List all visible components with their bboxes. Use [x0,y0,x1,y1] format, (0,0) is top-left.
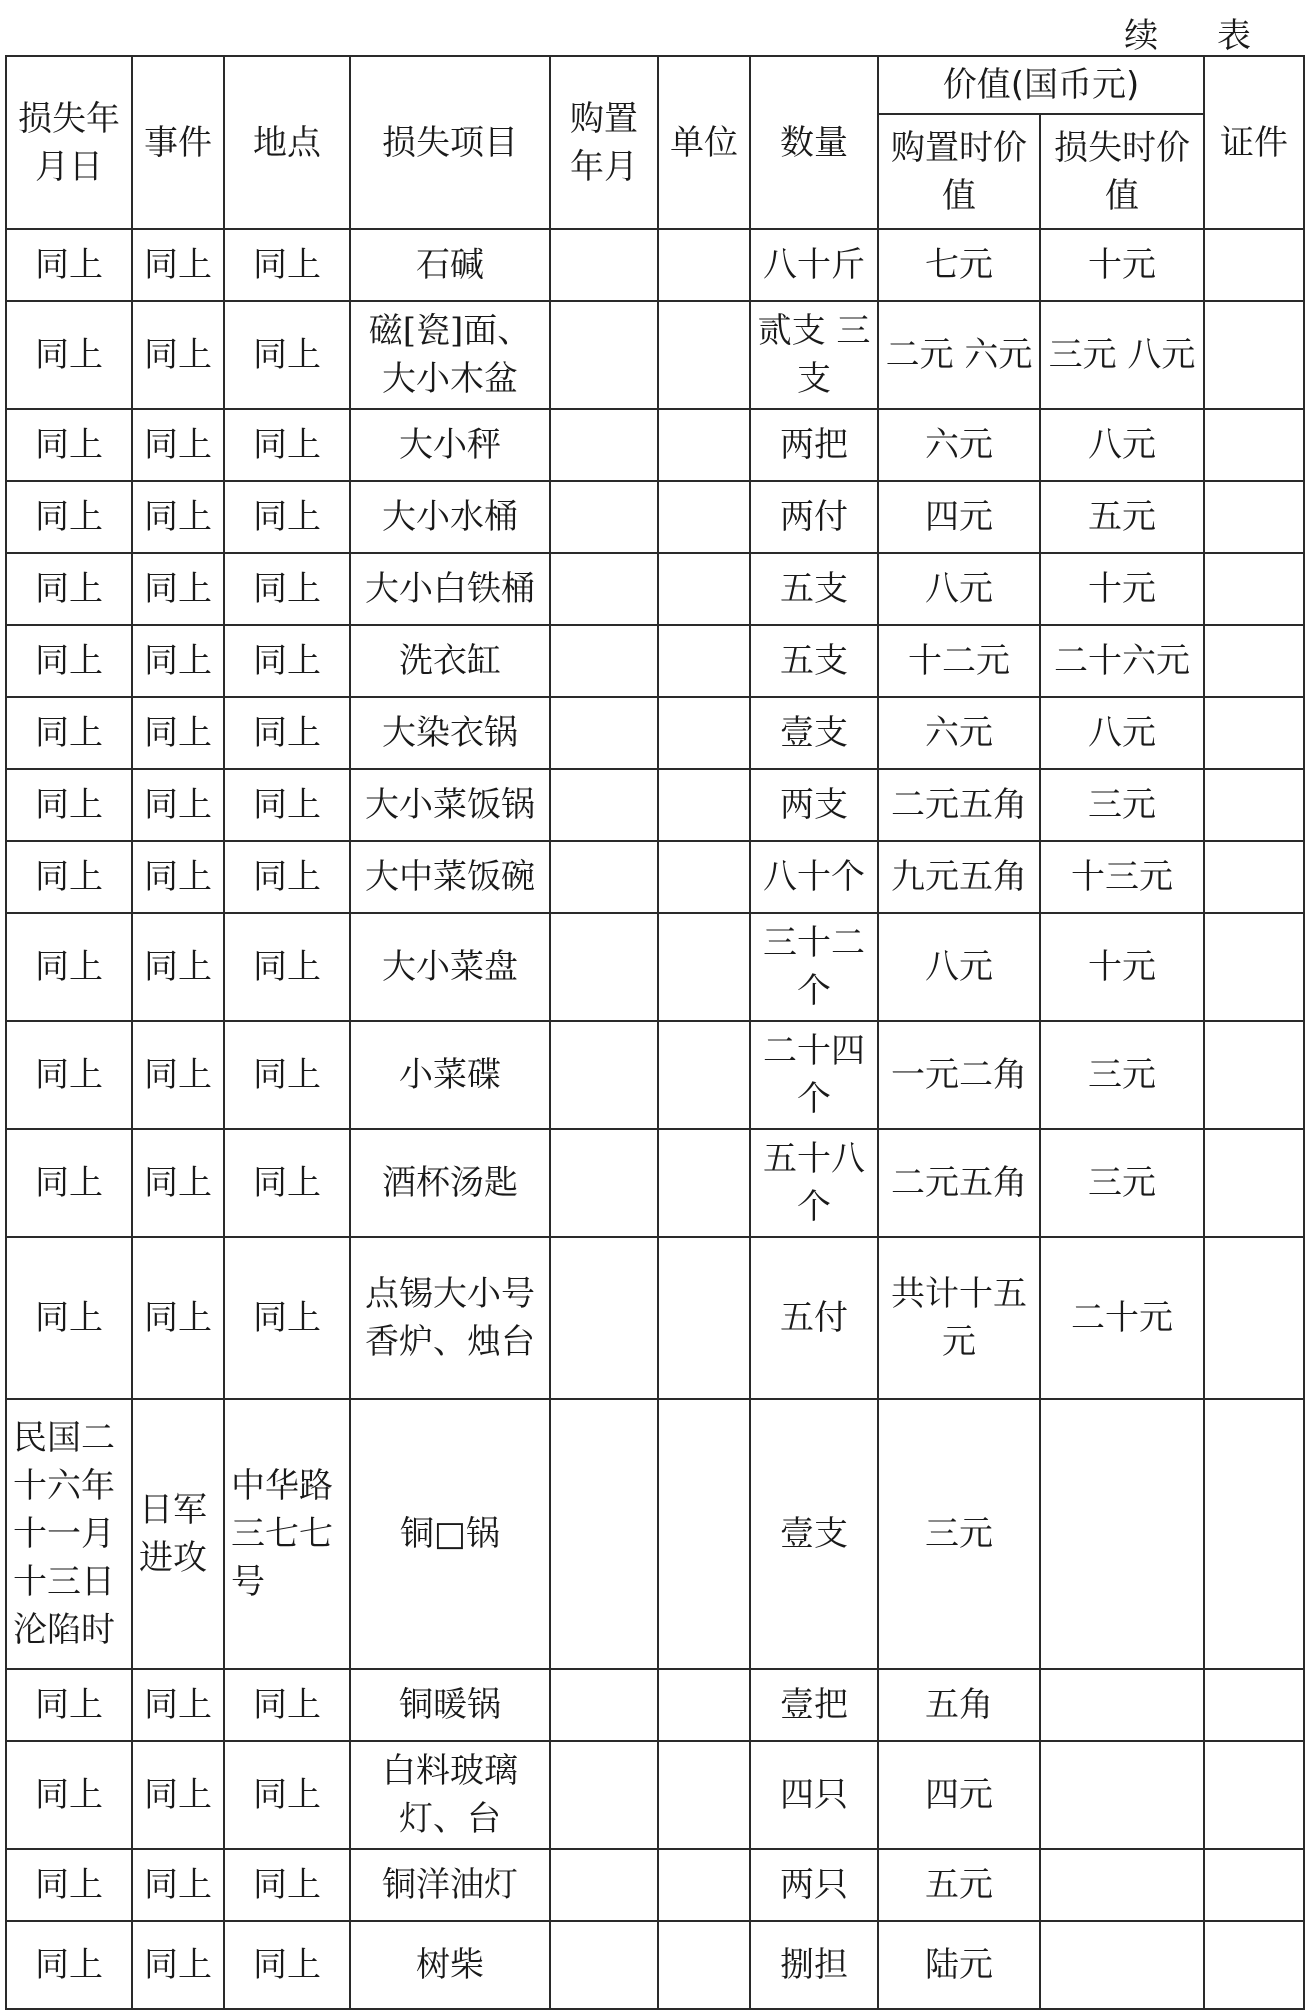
cell-unit [658,1669,750,1741]
table-row [6,769,1304,841]
cell-value-loss: 三元 八元 [1040,301,1204,409]
cell-date: 同上 [6,1237,132,1399]
cell-unit [658,625,750,697]
table-row [6,1129,1304,1237]
cell-place: 同上 [224,913,350,1021]
cell-place: 同上 [224,409,350,481]
cell-date: 同上 [6,1129,132,1237]
cell-item: 大小菜饭锅 [350,769,550,841]
cell-date: 同上 [6,697,132,769]
cell-quantity: 壹把 [750,1669,878,1741]
cell-proof [1204,553,1304,625]
cell-value-purchase: 八元 [878,913,1040,1021]
cell-value-purchase: 七元 [878,229,1040,301]
cell-unit [658,913,750,1021]
cell-place: 同上 [224,553,350,625]
cell-purchase-date [550,1741,658,1849]
cell-unit [658,769,750,841]
cell-quantity: 贰支 三支 [750,301,878,409]
table-row [6,1741,1304,1849]
cell-date: 同上 [6,625,132,697]
cell-purchase-date [550,1237,658,1399]
cell-unit [658,553,750,625]
cell-purchase-date [550,481,658,553]
cell-item: 铜洋油灯 [350,1849,550,1921]
cell-event: 同上 [132,913,224,1021]
cell-unit [658,1021,750,1129]
header-purchase-date: 购置年月 [550,56,658,229]
cell-unit [658,1921,750,2009]
cell-proof [1204,841,1304,913]
cell-proof [1204,409,1304,481]
table-row [6,625,1304,697]
cell-item: 洗衣缸 [350,625,550,697]
cell-quantity: 壹支 [750,697,878,769]
cell-event: 同上 [132,1669,224,1741]
table-row [6,1849,1304,1921]
cell-place: 中华路三七七号 [224,1399,350,1669]
cell-date: 同上 [6,769,132,841]
cell-item: 石碱 [350,229,550,301]
cell-event: 同上 [132,1849,224,1921]
cell-value-purchase: 八元 [878,553,1040,625]
cell-item: 磁[瓷]面、大小木盆 [350,301,550,409]
cell-value-purchase: 共计十五元 [878,1237,1040,1399]
cell-value-loss: 十元 [1040,913,1204,1021]
table-row [6,697,1304,769]
cell-date: 同上 [6,553,132,625]
cell-quantity: 两把 [750,409,878,481]
header-value-loss: 损失时价值 [1040,114,1204,229]
cell-event: 同上 [132,1741,224,1849]
cell-value-purchase: 陆元 [878,1921,1040,2009]
cell-value-loss [1040,1669,1204,1741]
cell-value-loss [1040,1741,1204,1849]
cell-place: 同上 [224,625,350,697]
cell-item: 铜□锅 [350,1399,550,1669]
cell-proof [1204,625,1304,697]
cell-event: 同上 [132,1129,224,1237]
table-row [6,841,1304,913]
cell-proof [1204,229,1304,301]
cell-unit [658,841,750,913]
cell-item: 大染衣锅 [350,697,550,769]
cell-place: 同上 [224,301,350,409]
cell-proof [1204,697,1304,769]
cell-proof [1204,1669,1304,1741]
cell-purchase-date [550,841,658,913]
cell-date: 同上 [6,1741,132,1849]
cell-value-purchase: 四元 [878,481,1040,553]
cell-quantity: 两付 [750,481,878,553]
table-body [6,229,1304,2009]
cell-quantity: 五十八个 [750,1129,878,1237]
header-quantity: 数量 [750,56,878,229]
cell-date: 同上 [6,1021,132,1129]
table-row [6,1237,1304,1399]
cell-date: 同上 [6,409,132,481]
cell-value-loss: 三元 [1040,1021,1204,1129]
cell-purchase-date [550,1849,658,1921]
cell-quantity: 五支 [750,553,878,625]
cell-quantity: 五付 [750,1237,878,1399]
cell-proof [1204,481,1304,553]
cell-item: 树柴 [350,1921,550,2009]
cell-date: 同上 [6,301,132,409]
cell-place: 同上 [224,769,350,841]
header-value-group: 价值(国币元) [878,56,1204,114]
cell-place: 同上 [224,697,350,769]
cell-event: 同上 [132,1921,224,2009]
header-value-purchase: 购置时价值 [878,114,1040,229]
cell-event: 同上 [132,301,224,409]
cell-purchase-date [550,697,658,769]
cell-unit [658,697,750,769]
cell-event: 同上 [132,481,224,553]
cell-purchase-date [550,1399,658,1669]
cell-date: 同上 [6,1849,132,1921]
cell-purchase-date [550,1669,658,1741]
cell-value-loss: 八元 [1040,697,1204,769]
cell-unit [658,229,750,301]
cell-date: 同上 [6,841,132,913]
table-row [6,553,1304,625]
cell-value-purchase: 九元五角 [878,841,1040,913]
cell-value-loss [1040,1921,1204,2009]
cell-quantity: 壹支 [750,1399,878,1669]
table-row [6,481,1304,553]
cell-purchase-date [550,769,658,841]
cell-value-loss: 二十六元 [1040,625,1204,697]
cell-place: 同上 [224,481,350,553]
cell-purchase-date [550,913,658,1021]
cell-unit [658,481,750,553]
cell-value-loss: 十三元 [1040,841,1204,913]
cell-value-purchase: 三元 [878,1399,1040,1669]
cell-proof [1204,1741,1304,1849]
table-header [6,56,1304,229]
cell-proof [1204,1237,1304,1399]
cell-unit [658,1849,750,1921]
header-event: 事件 [132,56,224,229]
cell-purchase-date [550,301,658,409]
cell-value-loss [1040,1399,1204,1669]
header-place: 地点 [224,56,350,229]
cell-unit [658,301,750,409]
cell-value-purchase: 六元 [878,697,1040,769]
cell-event: 同上 [132,553,224,625]
cell-proof [1204,1129,1304,1237]
cell-value-purchase: 二元五角 [878,1129,1040,1237]
cell-place: 同上 [224,841,350,913]
cell-value-purchase: 一元二角 [878,1021,1040,1129]
cell-place: 同上 [224,229,350,301]
cell-proof [1204,1849,1304,1921]
cell-date: 同上 [6,229,132,301]
cell-value-loss: 二十元 [1040,1237,1204,1399]
cell-purchase-date [550,409,658,481]
cell-value-loss: 十元 [1040,553,1204,625]
header-date: 损失年月日 [6,56,132,229]
cell-purchase-date [550,229,658,301]
cell-event: 同上 [132,841,224,913]
cell-quantity: 两支 [750,769,878,841]
cell-value-loss [1040,1849,1204,1921]
table-row [6,301,1304,409]
cell-proof [1204,769,1304,841]
header-item: 损失项目 [350,56,550,229]
table-row [6,1021,1304,1129]
cell-event: 同上 [132,697,224,769]
cell-value-loss: 八元 [1040,409,1204,481]
cell-value-purchase: 十二元 [878,625,1040,697]
table-row [6,229,1304,301]
table-row [6,409,1304,481]
header-proof: 证件 [1204,56,1304,229]
cell-quantity: 四只 [750,1741,878,1849]
cell-purchase-date [550,1129,658,1237]
cell-unit [658,1741,750,1849]
cell-value-loss: 十元 [1040,229,1204,301]
cell-unit [658,1399,750,1669]
cell-quantity: 三十二个 [750,913,878,1021]
cell-place: 同上 [224,1237,350,1399]
cell-proof [1204,1399,1304,1669]
cell-purchase-date [550,625,658,697]
cell-place: 同上 [224,1669,350,1741]
cell-item: 铜暖锅 [350,1669,550,1741]
cell-quantity: 两只 [750,1849,878,1921]
cell-quantity: 捌担 [750,1921,878,2009]
table-row [6,913,1304,1021]
cell-item: 大小水桶 [350,481,550,553]
cell-quantity: 八十个 [750,841,878,913]
cell-event: 同上 [132,625,224,697]
cell-date: 同上 [6,913,132,1021]
cell-purchase-date [550,1921,658,2009]
cell-unit [658,1237,750,1399]
table-row [6,1669,1304,1741]
cell-quantity: 五支 [750,625,878,697]
cell-event: 同上 [132,1237,224,1399]
cell-quantity: 八十斤 [750,229,878,301]
cell-unit [658,409,750,481]
cell-event: 日军进攻 [132,1399,224,1669]
cell-value-purchase: 四元 [878,1741,1040,1849]
cell-item: 大小秤 [350,409,550,481]
cell-item: 大小白铁桶 [350,553,550,625]
cell-item: 大中菜饭碗 [350,841,550,913]
cell-item: 酒杯汤匙 [350,1129,550,1237]
cell-value-loss: 三元 [1040,769,1204,841]
cell-proof [1204,1021,1304,1129]
cell-value-purchase: 六元 [878,409,1040,481]
cell-event: 同上 [132,229,224,301]
header-unit: 单位 [658,56,750,229]
cell-item: 小菜碟 [350,1021,550,1129]
cell-value-purchase: 二元 六元 [878,301,1040,409]
cell-quantity: 二十四个 [750,1021,878,1129]
cell-event: 同上 [132,1021,224,1129]
cell-item: 白料玻璃灯、台 [350,1741,550,1849]
cell-item: 大小菜盘 [350,913,550,1021]
cell-place: 同上 [224,1741,350,1849]
cell-date: 民国二十六年十一月十三日沦陷时 [6,1399,132,1669]
cell-value-purchase: 五角 [878,1669,1040,1741]
loss-table [5,55,1305,2010]
cell-place: 同上 [224,1921,350,2009]
cell-place: 同上 [224,1129,350,1237]
cell-date: 同上 [6,1669,132,1741]
cell-date: 同上 [6,481,132,553]
continued-label: 续 表 [1124,16,1275,56]
cell-value-purchase: 五元 [878,1849,1040,1921]
cell-place: 同上 [224,1849,350,1921]
cell-proof [1204,301,1304,409]
cell-value-purchase: 二元五角 [878,769,1040,841]
cell-event: 同上 [132,409,224,481]
cell-proof [1204,1921,1304,2009]
cell-purchase-date [550,1021,658,1129]
table-row [6,1921,1304,2009]
cell-value-loss: 五元 [1040,481,1204,553]
cell-value-loss: 三元 [1040,1129,1204,1237]
cell-event: 同上 [132,769,224,841]
cell-purchase-date [550,553,658,625]
cell-proof [1204,913,1304,1021]
cell-unit [658,1129,750,1237]
table-row [6,1399,1304,1669]
cell-item: 点锡大小号香炉、烛台 [350,1237,550,1399]
cell-date: 同上 [6,1921,132,2009]
cell-place: 同上 [224,1021,350,1129]
